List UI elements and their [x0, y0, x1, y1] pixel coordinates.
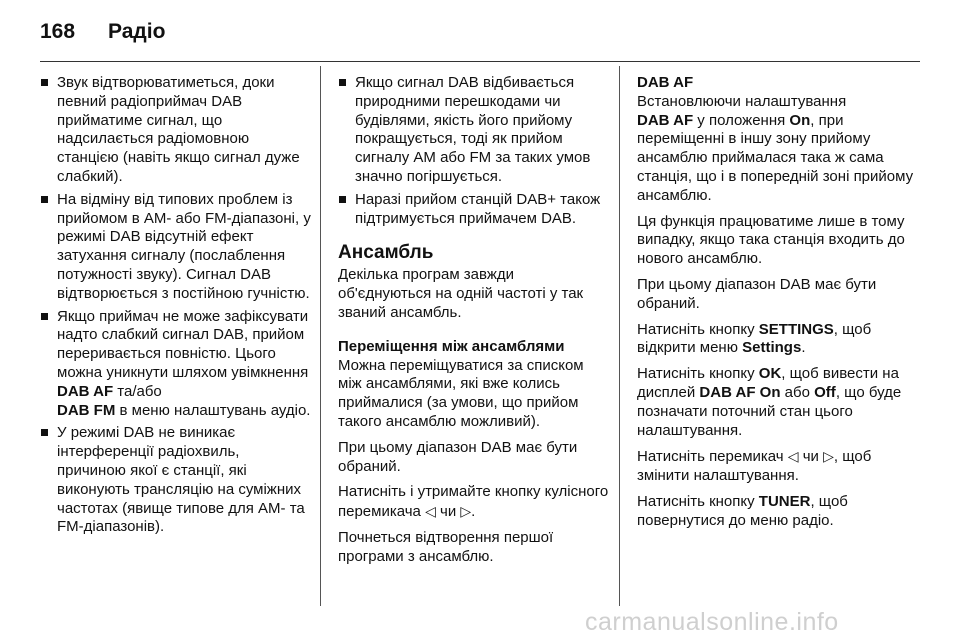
- paragraph: Натисніть кнопку SETTINGS, щоб відкрити меню Settings.: [637, 320, 872, 357]
- column-2: [338, 74, 610, 574]
- paragraph: Можна переміщуватися за списком між ансамблями, які вже колись приймалися (за умови, що прийом такого ансамблю можливий).: [338, 356, 584, 430]
- page-number: 168: [40, 20, 76, 43]
- watermark: carmanualsonline.info: [585, 608, 839, 636]
- list-item: На відміну від типових проблем із прийомом в AM- або FM-діапазоні, у режимі DAB відсутній ефект затухання сигналу (послаблення потужності звуку). Сигнал DAB відтворюється з постійною гучністю.: [40, 191, 312, 304]
- section-title-dab-af: DAB AF: [637, 74, 694, 91]
- page-title: Радіо: [108, 20, 166, 43]
- paragraph: Натисніть кнопку OK, щоб вивести на дисплей DAB AF On або Off, що буде позначати поточний стан цього налаштування.: [637, 365, 902, 439]
- arrow-right-icon: ▷: [460, 503, 472, 520]
- paragraph: При цьому діапазон DAB має бути обраний.: [338, 438, 578, 475]
- header-rule: [40, 61, 920, 62]
- section-text: Декілька програм завжди об'єднуються на одній частоті у так званий ансамбль.: [338, 266, 584, 321]
- column-divider-1: [320, 66, 321, 606]
- list-item: Якщо сигнал DAB відбивається природними перешкодами чи будівлями, якість його прийому покращується, тоді як прийом сигналу AM або FM за таких умов значно погіршується.: [338, 74, 610, 187]
- bullet-list-2: [338, 74, 610, 228]
- section-title-ensemble: Ансамбль: [338, 242, 434, 264]
- page-header: [40, 20, 165, 50]
- setting-name: DAB FM: [57, 401, 116, 419]
- arrow-left-icon: ◁: [425, 503, 436, 520]
- column-divider-2: [619, 66, 620, 606]
- list-item: Якщо приймач не може зафіксувати надто слабкий сигнал DAB, прийом переривається повністю. Цього можна уникнути шляхом увімкнення DAB AF та/або DAB FM в меню налаштувань аудіо.: [40, 308, 312, 421]
- paragraph: Натисніть перемикач ◁ чи ▷, щоб змінити налаштування.: [637, 448, 872, 485]
- list-item: Наразі прийом станцій DAB+ також підтримується приймачем DAB.: [338, 191, 610, 229]
- bullet-list-1: [40, 74, 312, 537]
- arrow-right-icon: ▷: [823, 448, 834, 465]
- paragraph: При цьому діапазон DAB має бути обраний.: [637, 275, 877, 312]
- paragraph: Почнеться відтворення першої програми з ансамблю.: [338, 528, 554, 565]
- subsection-title: Переміщення між ансамблями: [338, 337, 565, 355]
- paragraph: Натисніть кнопку TUNER, щоб повернутися до меню радіо.: [637, 492, 848, 529]
- column-3: [637, 74, 921, 538]
- list-item: Звук відтворюватиметься, доки певний радіоприймач DAB прийматиме сигнал, що надсилається радіомовною станцією (навіть якщо сигнал дуже слабкий).: [40, 74, 312, 187]
- list-item: У режимі DAB не виникає інтерференції радіохвиль, причиною якої є станції, які виконують трансляцію на суміжних частотах (явище типове для AM- та FM-діапазонів).: [40, 424, 312, 537]
- column-1: [40, 74, 312, 541]
- paragraph: Встановлюючи налаштування DAB AF у положення On, при переміщенні в іншу зону прийому ансамблю приймалася така ж сама станція, що і в попередній зоні прийому ансамблю.: [637, 92, 914, 204]
- setting-name: DAB AF: [57, 382, 114, 400]
- paragraph: Натисніть і утримайте кнопку кулісного перемикача ◁ чи ▷.: [338, 483, 609, 521]
- arrow-left-icon: ◁: [787, 448, 799, 465]
- paragraph: Ця функція працюватиме лише в тому випадку, якщо така станція входить до нового ансамблю.: [637, 212, 905, 268]
